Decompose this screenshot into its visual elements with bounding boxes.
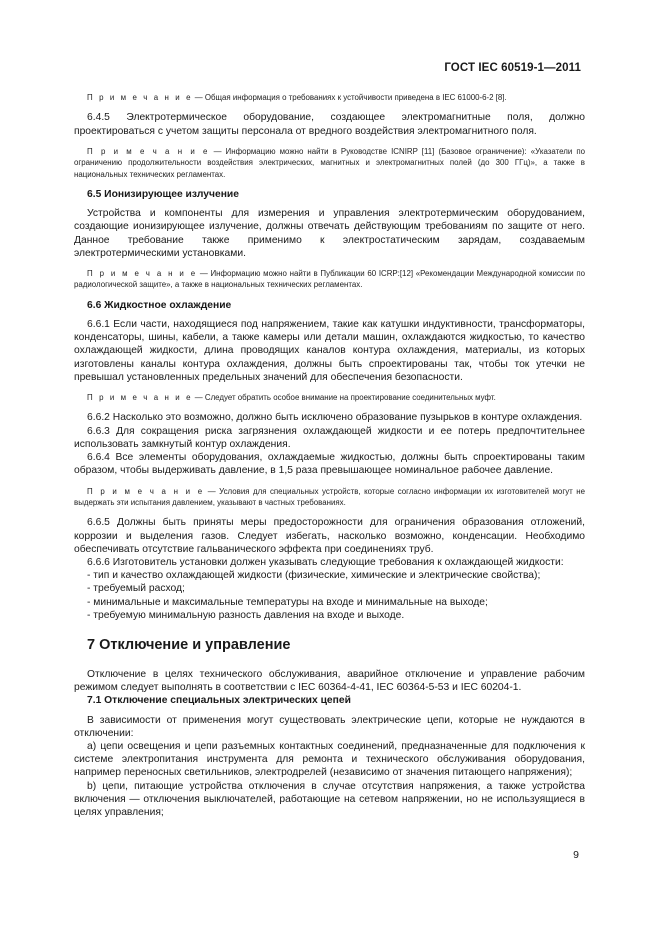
list-item: - тип и качество охлаждающей жидкости (физические, химические и электрические свойства); xyxy=(87,570,541,582)
note-text: — Информацию можно найти в Публикации 60 ICRP:[12] «Рекомендации Международной комиссии по радиологической защите», а также в национальных технических регламентах. xyxy=(74,269,585,290)
note-text: — Общая информация о требованиях к устойчивости приведена в IEC 61000-6-2 [8]. xyxy=(194,93,507,102)
document-id-header: ГОСТ IEC 60519-1—2011 xyxy=(444,62,581,74)
paragraph-7-1: В зависимости от применения могут существовать электрические цепи, которые не нуждаются в отключении: xyxy=(74,714,585,739)
section-heading-6-5: 6.5 Ионизирующее излучение xyxy=(87,189,239,201)
note-label: П р и м е ч а н и е xyxy=(87,146,210,156)
list-item-a: a) цепи освещения и цепи разъемных контактных соединений, предназначенные для подключения к системе электропитания инструмента для ремонта и технического обслуживания оборудования, например переносных светильников, электродрелей (независимо от значения питающего напряжения); xyxy=(74,740,585,779)
paragraph-7: Отключение в целях технического обслуживания, аварийное отключение и управление рабочим режимом следует выполнять в соответствии с IEC 60364-4-41, IEC 60364-5-53 и IEC 60204-1. xyxy=(74,668,585,694)
paragraph-6-4-5: 6.4.5 Электротермическое оборудование, создающее электромагнитные поля, должно проектироваться с учетом защиты персонала от вредного воздействия электромагнитного поля. xyxy=(74,112,585,137)
note-label: П р и м е ч а н и е xyxy=(87,393,193,403)
list-item: - требуемый расход; xyxy=(87,583,185,595)
page-number: 9 xyxy=(573,849,579,861)
paragraph-6-5: Устройства и компоненты для измерения и управления электротермическим оборудованием, создающие ионизирующее излучение, должны отвечать действующим требованиям по защите от него. Данное требование также применимо к электростатическим зарядам, создаваемым электротермическими установками. xyxy=(74,208,585,259)
note xyxy=(74,92,585,103)
section-heading-7: 7 Отключение и управление xyxy=(87,636,291,653)
paragraph-6-6-5: 6.6.5 Должны быть приняты меры предосторожности для ограничения образования отложений, коррозии и выделения газов. Следует избегать, насколько возможно, конденсации. Необходимо обеспечивать отсутствие гальванического эффекта при соединениях труб. xyxy=(74,517,585,555)
section-heading-7-1: 7.1 Отключение специальных электрических цепей xyxy=(87,695,351,707)
paragraph-6-6-3: 6.6.3 Для сокращения риска загрязнения охлаждающей жидкости и ее потерь предпочтительнее использовать замкнутый контур охлаждения. xyxy=(74,425,585,450)
page-content xyxy=(74,92,585,819)
paragraph-6-6-2: 6.6.2 Насколько это возможно, должно быть исключено образование пузырьков в контуре охлаждения. xyxy=(87,412,583,424)
list-item: - требуемую минимальную разность давления на входе и выходе. xyxy=(87,609,405,621)
paragraph-6-6-1: 6.6.1 Если части, находящиеся под напряжением, такие как катушки индуктивности, трансформаторы, конденсаторы, шины, кабели, а также камеры или детали машин, охлаждаются жидкостью, то качество охлаждающей жидкости, длина проводящих каналов контура охлаждения, материалы, из которых изготовлены каналы контура охлаждения, должны быть спроектированы так, чтобы ток утечки не превышал установленных предельных значений для обеспечения безопасности. xyxy=(74,319,585,383)
paragraph-6-6-4: 6.6.4 Все элементы оборудования, охлаждаемые жидкостью, должны быть спроектированы таким образом, чтобы выдерживать давление, в 1,5 раза превышающее номинальное рабочее давление. xyxy=(74,452,585,477)
note xyxy=(74,146,585,180)
list-item-b: b) цепи, питающие устройства отключения в случае отсутствия напряжения, а также устройства включения — отключения выключателей, работающие на сетевом напряжении, но не используящиеся в целях управления; xyxy=(74,780,585,818)
paragraph-6-6-6: 6.6.6 Изготовитель установки должен указывать следующие требования к охлаждающей жидкости: xyxy=(87,556,564,568)
note-text: — Информацию можно найти в Руководстве ICNIRP [11] (Базовое ограничение): «Указатели по ограничению продолжительности воздействия электрических, магнитных и электромагнитных полей (до 300 ГГц)», а также в национальных технических регламентах. xyxy=(74,146,585,179)
note-label: П р и м е ч а н и е xyxy=(87,269,198,279)
list-item: - минимальные и максимальные температуры на входе и минимальные на выходе; xyxy=(87,596,488,608)
note xyxy=(74,486,585,509)
note xyxy=(74,392,585,403)
section-heading-6-6: 6.6 Жидкостное охлаждение xyxy=(87,299,232,311)
note-label: П р и м е ч а н и е xyxy=(87,93,193,102)
note-label: П р и м е ч а н и е xyxy=(87,486,205,496)
coolant-requirements-list xyxy=(74,569,585,622)
note-text: — Условия для специальных устройств, которые согласно информации их изготовителей могут не выдержать эти испытания давлением, указывают в частных требованиях. xyxy=(74,486,585,507)
note xyxy=(74,268,585,291)
note-text: — Следует обратить особое внимание на проектирование соединительных муфт. xyxy=(194,393,496,403)
